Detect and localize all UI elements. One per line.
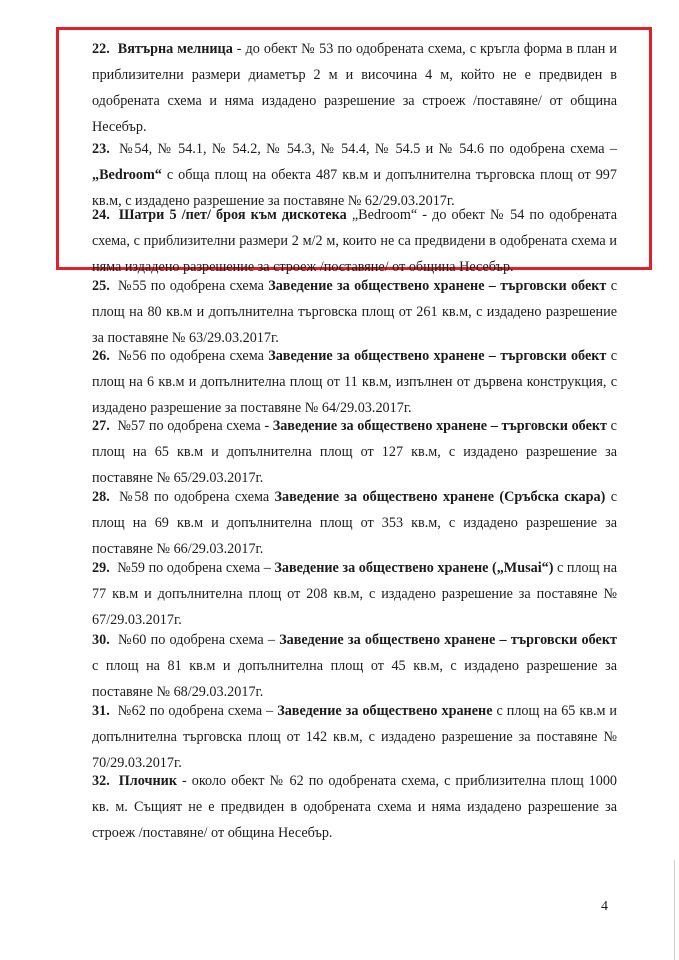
item-title: „Bedroom“	[92, 167, 162, 183]
item-text: с площ на 69 кв.м и допълнителна площ от 353 кв.м, с издадено разрешение за поставяне № 66/29.03.2017г.	[92, 489, 617, 557]
item-title: Заведение за обществено хранене – търговски обект	[272, 418, 608, 434]
item-prefix: №54, № 54.1, № 54.2, № 54.3, № 54.4, № 54.5 и № 54.6 по одобрена схема –	[119, 141, 618, 157]
item-prefix: №56 по одобрена схема	[118, 348, 269, 364]
item-prefix: №55 по одобрена схема	[118, 278, 269, 294]
item-prefix: №60 по одобрена схема –	[117, 632, 280, 648]
list-item	[92, 413, 617, 491]
item-text: - до обект № 53 по одобрената схема, с кръгла форма в план и приблизителни размери диаметър 2 м и височина 4 м, който не е предвиден в одобрената схема и няма издадено разрешение за строеж /поставяне/ от община Несебър.	[92, 41, 617, 135]
item-number: 29.	[92, 560, 110, 576]
item-number: 28.	[92, 489, 110, 505]
item-title: Заведение за обществено хранене – търговски обект	[279, 632, 618, 648]
list-item	[92, 273, 617, 351]
item-text: с обща площ на обекта 487 кв.м и допълнителна търговска площ от 997 кв.м, с издадено разрешение за поставяне № 62/29.03.2017г.	[92, 167, 617, 209]
item-title: Заведение за обществено хранене – търговски обект	[268, 348, 607, 364]
item-title: Заведение за обществено хранене	[277, 703, 493, 719]
item-text: с площ на 80 кв.м и допълнителна търговска площ от 261 кв.м, с издадено разрешение за поставяне № 63/29.03.2017г.	[92, 278, 617, 346]
item-number: 23.	[92, 141, 110, 157]
item-title: Заведение за обществено хранене – търговски обект	[268, 278, 607, 294]
item-title: Заведение за обществено хранене („Musai“)	[274, 560, 554, 576]
item-text: с площ на 77 кв.м и допълнителна площ от 208 кв.м, с издадено разрешение за поставяне № 67/29.03.2017г.	[92, 560, 617, 628]
item-number: 26.	[92, 348, 110, 364]
list-item	[92, 555, 617, 633]
scan-edge-line	[674, 860, 675, 960]
item-prefix: №59 по одобрена схема –	[117, 560, 275, 576]
item-number: 24.	[92, 207, 110, 223]
item-prefix: №58 по одобрена схема	[119, 489, 275, 505]
list-item	[92, 768, 617, 846]
item-title: Шатри 5 /пет/ броя към дискотека	[118, 207, 347, 223]
item-text: с площ на 65 кв.м и допълнителна площ от 127 кв.м, с издадено разрешение за поставяне № 65/29.03.2017г.	[92, 418, 617, 486]
item-title: Вятърна мелница	[117, 41, 233, 57]
item-number: 31.	[92, 703, 110, 719]
page-number: 4	[601, 899, 608, 914]
list-item	[92, 484, 617, 562]
item-number: 32.	[92, 773, 110, 789]
item-text: - около обект № 62 по одобрената схема, с приблизителна площ 1000 кв. м. Същият не е предвиден в одобрената схема и няма издадено разрешение за строеж /поставяне/ от община Несебър.	[92, 773, 618, 841]
item-prefix: №62 по одобрена схема –	[117, 703, 278, 719]
item-number: 30.	[92, 632, 110, 648]
item-number: 25.	[92, 278, 110, 294]
item-text: с площ на 65 кв.м и допълнителна търговска площ от 142 кв.м, с издадено разрешение за поставяне № 70/29.03.2017г.	[92, 703, 618, 771]
list-item	[92, 343, 617, 421]
list-item	[92, 36, 617, 140]
item-prefix: №57 по одобрена схема -	[117, 418, 273, 434]
item-text: с площ на 6 кв.м и допълнителна площ от 11 кв.м, изпълнен от дървена конструкция, с издадено разрешение за поставяне № 64/29.03.2017г.	[92, 348, 617, 416]
item-title: Плочник	[118, 773, 178, 789]
item-title: Заведение за обществено хранене (Сръбска скара)	[274, 489, 606, 505]
list-item	[92, 202, 617, 280]
list-item	[92, 627, 617, 705]
item-number: 22.	[92, 41, 110, 57]
item-number: 27.	[92, 418, 110, 434]
list-item	[92, 698, 617, 776]
item-text: „Bedroom“ - до обект № 54 по одобрената схема, с приблизителни размери 2 м/2 м, които не са предвидени в одобрената схема и няма издадено разрешение за строеж /поставяне/ от община Несебър.	[92, 207, 618, 275]
item-text: с площ на 81 кв.м и допълнителна площ от 45 кв.м, с издадено разрешение за поставяне № 68/29.03.2017г.	[92, 658, 617, 700]
